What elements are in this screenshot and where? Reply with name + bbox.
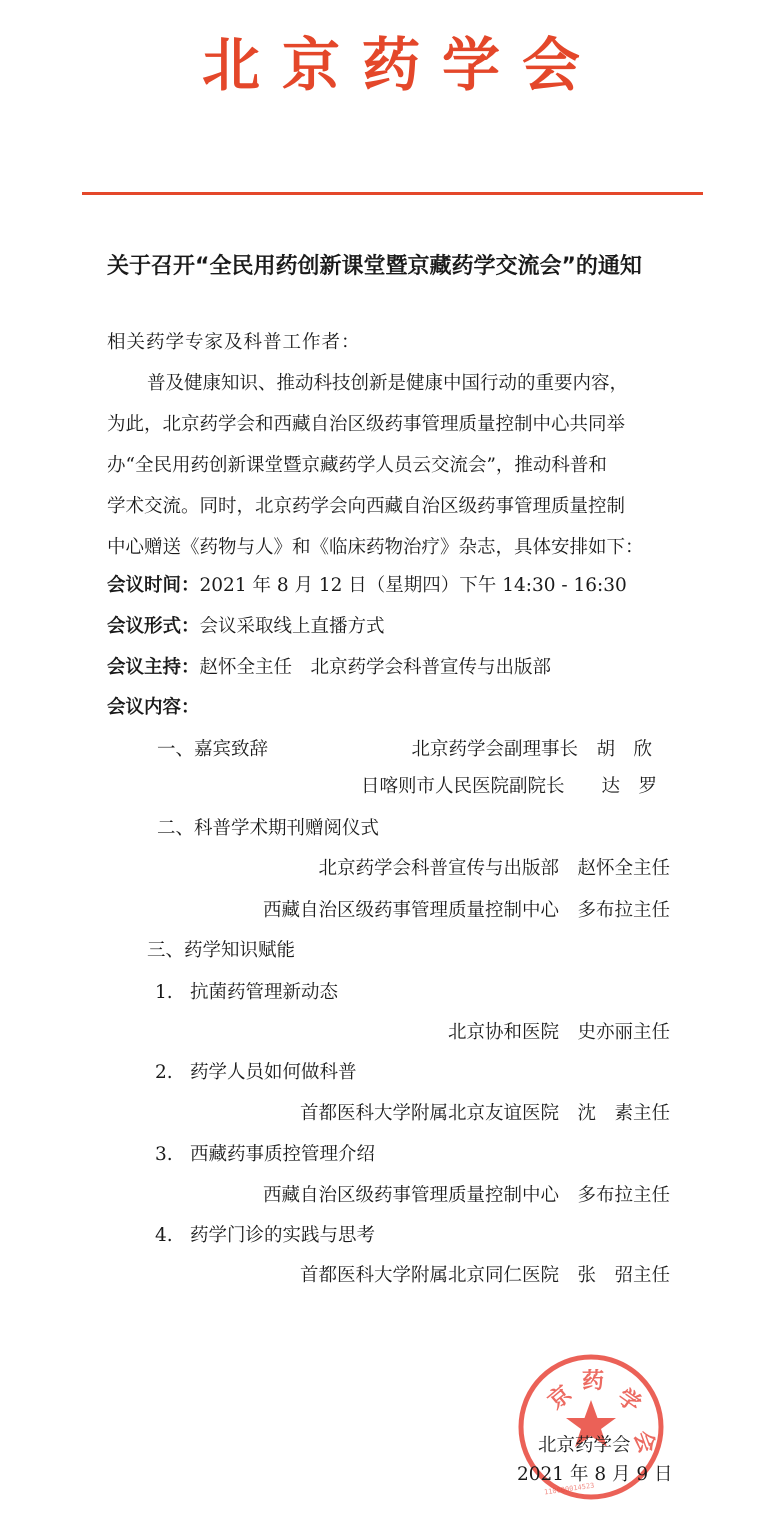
talk-3-speaker: 西藏自治区级药事管理质量控制中心 多布拉主任 <box>262 1185 670 1206</box>
agenda-item-1-title: 一、嘉宾致辞 <box>157 739 269 760</box>
talk-4-title: 药学门诊的实践与思考 <box>190 1225 376 1246</box>
meeting-host-row <box>107 655 551 681</box>
meeting-format-value: 会议采取线上直播方式 <box>199 616 385 637</box>
meeting-host-value: 赵怀全主任 北京药学会科普宣传与出版部 <box>199 657 552 678</box>
svg-text:110000014523: 110000014523 <box>543 1481 595 1497</box>
svg-text:药: 药 <box>582 1369 605 1394</box>
svg-text:会: 会 <box>628 1427 660 1457</box>
paragraph-line-5: 中心赠送《药物与人》和《临床药物治疗》杂志，具体安排如下： <box>107 537 644 558</box>
agenda-item-3-title: 三、药学知识赋能 <box>147 940 296 961</box>
meeting-time-value: 2021 年 8 月 12 日（星期四）下午 14:30 - 16:30 <box>199 575 627 596</box>
talk-3-number: 3. <box>155 1144 173 1165</box>
meeting-content-label: 会议内容： <box>107 697 200 718</box>
meeting-host-label: 会议主持： <box>107 657 200 678</box>
talk-3-title: 西藏药事质控管理介绍 <box>190 1144 376 1165</box>
letterhead-divider <box>82 192 703 195</box>
salutation: 相关药学专家及科普工作者： <box>107 332 361 353</box>
talk-1-number: 1. <box>155 982 173 1003</box>
meeting-time-row <box>107 573 627 599</box>
agenda-item-2-speaker-1: 北京药学会科普宣传与出版部 赵怀全主任 <box>318 858 670 879</box>
talk-1-speaker: 北京协和医院 史亦丽主任 <box>447 1022 670 1043</box>
meeting-format-row <box>107 614 385 640</box>
meeting-format-label: 会议形式： <box>107 616 200 637</box>
svg-text:学: 学 <box>612 1384 645 1418</box>
paragraph-line-1: 普及健康知识、推动科技创新是健康中国行动的重要内容， <box>147 373 629 394</box>
meeting-time-label: 会议时间： <box>107 575 200 596</box>
talk-4-number: 4. <box>155 1225 173 1246</box>
svg-text:京: 京 <box>543 1381 577 1415</box>
talk-4-speaker: 首都医科大学附属北京同仁医院 张 弨主任 <box>299 1265 670 1286</box>
talk-2-number: 2. <box>155 1062 173 1083</box>
paragraph-line-4: 学术交流。同时，北京药学会向西藏自治区级药事管理质量控制 <box>107 496 626 517</box>
notice-title: 关于召开“全民用药创新课堂暨京藏药学交流会”的通知 <box>107 254 642 279</box>
agenda-item-2-title: 二、科普学术期刊赠阅仪式 <box>157 818 380 839</box>
talk-2-title: 药学人员如何做科普 <box>190 1062 357 1083</box>
talk-1-title: 抗菌药管理新动态 <box>190 982 339 1003</box>
signature-org: 北京药学会 <box>538 1435 631 1456</box>
paragraph-line-3: 办“全民用药创新课堂暨京藏药学人员云交流会”，推动科普和 <box>107 455 607 476</box>
agenda-item-1-speaker-2: 日喀则市人民医院副院长 达 罗 <box>360 776 657 797</box>
talk-2-speaker: 首都医科大学附属北京友谊医院 沈 素主任 <box>299 1103 670 1124</box>
agenda-item-2-speaker-2: 西藏自治区级药事管理质量控制中心 多布拉主任 <box>262 900 670 921</box>
letterhead-title: 北京药学会 <box>201 31 602 99</box>
signature-date: 2021 年 8 月 9 日 <box>517 1464 673 1485</box>
paragraph-line-2: 为此，北京药学会和西藏自治区级药事管理质量控制中心共同举 <box>107 414 626 435</box>
agenda-item-1-speaker-1: 北京药学会副理事长 胡 欣 <box>411 739 652 760</box>
